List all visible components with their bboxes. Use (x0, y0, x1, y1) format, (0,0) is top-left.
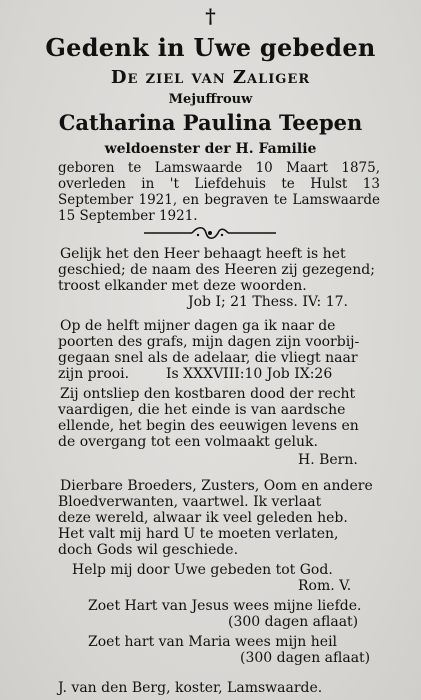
deceased-name: Catharina Paulina Teepen (58, 110, 363, 135)
heading-line-2: De ziel van Zaliger (110, 67, 311, 88)
p4-line-1: Dierbare Broeders, Zusters, Oom en andere (60, 478, 373, 494)
p2-reference: Is XXXVIII:10 Job IX:26 (166, 366, 333, 382)
ornament-divider (140, 226, 280, 240)
p1-line-1: Gelijk het den Heer behaagt heeft is het (60, 246, 346, 262)
p3-line-3: ellende, het begin des eeuwigen levens en (58, 418, 359, 434)
p2-line-3: gegaan snel als de adelaar, die vliegt naar (58, 350, 358, 366)
p1-line-3: troost elkander met deze woorden. (58, 278, 307, 294)
p2-line-4: zijn prooi. (58, 366, 130, 382)
p6-indulgence: (300 dagen aflaat) (228, 614, 359, 630)
heading-line-1: Gedenk in Uwe gebeden (45, 33, 376, 62)
p3-line-4: de overgang tot een volmaakt geluk. (58, 434, 318, 450)
p4-line-3: deze wereld, alwaar ik veel geleden heb. (58, 510, 348, 526)
p3-line-2: vaardigen, die het einde is van aardsche (58, 402, 346, 418)
p6-line-1: Zoet Hart van Jesus wees mijne liefde. (88, 598, 362, 614)
cross-icon: † (205, 4, 216, 28)
p1-reference: Job I; 21 Thess. IV: 17. (188, 294, 348, 310)
p3-reference: H. Bern. (298, 452, 358, 468)
p4-line-5: doch Gods wil geschiede. (58, 542, 239, 558)
p7-indulgence: (300 dagen aflaat) (240, 650, 371, 666)
p4-line-2: Bloedverwanten, vaartwel. Ik verlaat (58, 494, 322, 510)
p2-line-2: poorten des grafs, mijn dagen zijn voorbij- (58, 334, 360, 350)
p4-line-4: Het valt mij hard U te moeten verlaten, (58, 526, 339, 542)
printer-imprint: J. van den Berg, koster, Lamswaarde. (58, 680, 323, 696)
p7-line-1: Zoet hart van Maria wees mijn heil (88, 634, 338, 650)
biography: geboren te Lamswaarde 10 Maart 1875, overleden in 't Liefdehuis te Hulst 13 September 1921, en begraven te Lamswaarde 15 September 1921. (58, 160, 380, 224)
p5-reference: Rom. V. (298, 578, 352, 594)
deceased-role: weldoenster der H. Familie (104, 141, 317, 157)
p5-line-1: Help mij door Uwe gebeden tot God. (72, 562, 333, 578)
p2-line-1: Op de helft mijner dagen ga ik naar de (60, 318, 336, 334)
p3-line-1: Zij ontsliep den kostbaren dood der recht (60, 386, 356, 402)
p1-line-2: geschied; de naam des Heeren zij gezegend; (58, 262, 375, 278)
heading-line-3: Mejuffrouw (168, 92, 253, 107)
